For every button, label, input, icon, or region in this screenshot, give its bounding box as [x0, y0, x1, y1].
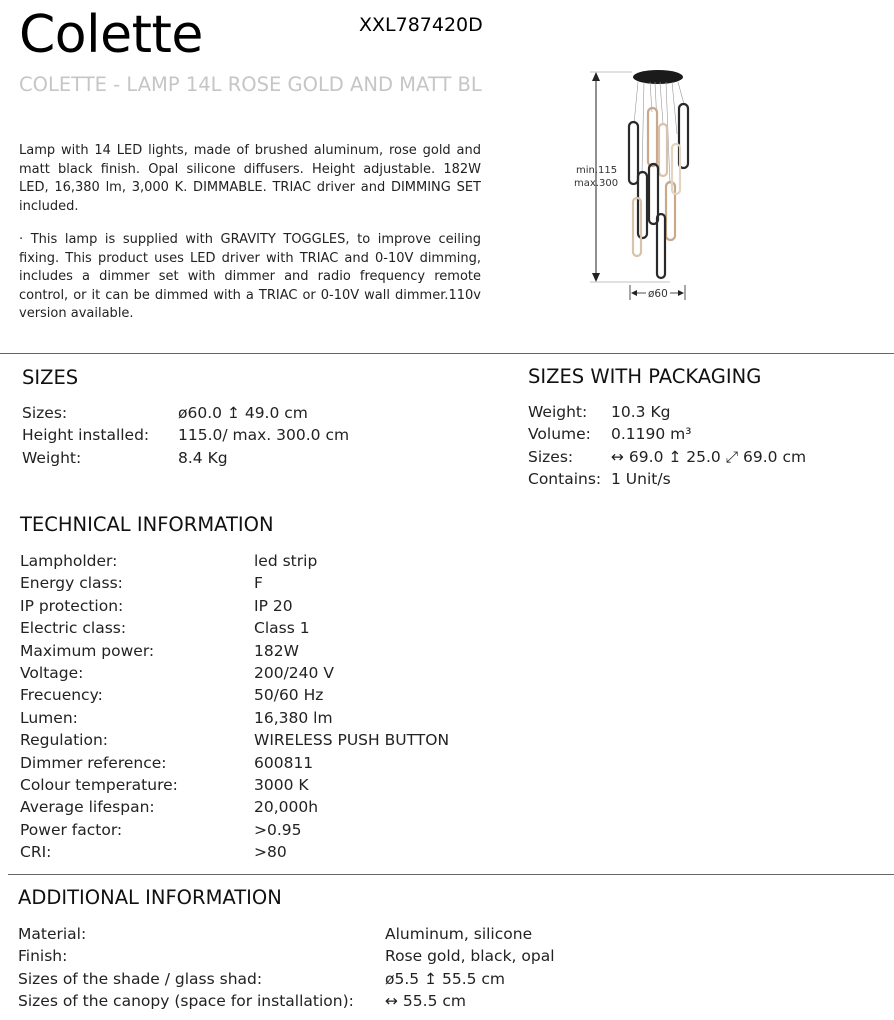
- row-value: ø60.0 ↥ 49.0 cm: [178, 404, 308, 422]
- row-label: Sizes:: [528, 447, 574, 466]
- row-value: Rose gold, black, opal: [385, 947, 555, 966]
- row-label: Height installed:: [22, 426, 150, 445]
- row-label: Sizes:: [22, 404, 68, 422]
- table-row: [22, 402, 492, 424]
- row-value: 50/60 Hz: [254, 686, 324, 705]
- row-label: Energy class:: [20, 574, 123, 593]
- product-subtitle: COLETTE - LAMP 14L ROSE GOLD AND MATT BL: [19, 73, 482, 96]
- row-value: 3000 K: [254, 775, 309, 794]
- row-value: ↔ 69.0 ↥ 25.0 ⤢ 69.0 cm: [611, 447, 807, 466]
- table-row: [20, 796, 540, 818]
- width-label: ø60: [648, 288, 668, 300]
- row-label: Frecuency:: [20, 686, 103, 705]
- description-paragraph-2: · This lamp is supplied with GRAVITY TOGGLES, to improve ceiling fixing. This product uses LED driver with TRIAC and 0-10V dimming, includes a dimmer set with dimmer and radio frequency remote control, or it can be dimmed with a TRIAC or 0-10V wall dimmer.110v version available.: [19, 232, 481, 321]
- row-label: Weight:: [528, 403, 588, 421]
- table-row: [20, 707, 540, 729]
- table-row: [20, 662, 540, 684]
- row-label: Regulation:: [20, 731, 108, 750]
- table-row: [528, 468, 888, 490]
- row-value: >0.95: [254, 820, 302, 839]
- row-label: Colour temperature:: [20, 775, 178, 794]
- height-label-min: min.115: [576, 165, 618, 176]
- row-value: ø5.5 ↥ 55.5 cm: [385, 969, 506, 988]
- row-value: led strip: [254, 552, 318, 570]
- row-value: >80: [254, 843, 287, 862]
- row-label: Lampholder:: [20, 552, 118, 570]
- table-row: [22, 447, 492, 469]
- row-label: Average lifespan:: [20, 798, 155, 817]
- row-label: Volume:: [528, 425, 591, 444]
- table-row: [20, 774, 540, 796]
- row-label: Power factor:: [20, 820, 123, 839]
- row-value: WIRELESS PUSH BUTTON: [254, 731, 450, 750]
- description-paragraph-1: Lamp with 14 LED lights, made of brushed aluminum, rose gold and matt black finish. Opal silicone diffusers. Height adjustable. 182W LED, 16,380 lm, 3,000 K. DIMMABLE. TRIAC driver and DIMMING SET included.: [19, 143, 481, 214]
- row-value: IP 20: [254, 596, 293, 615]
- table-row: [18, 990, 718, 1012]
- table-row: [20, 595, 540, 617]
- table-row: [18, 945, 718, 967]
- row-value: 8.4 Kg: [178, 448, 228, 467]
- row-value: 200/240 V: [254, 663, 334, 682]
- table-row: [528, 446, 888, 468]
- table-row: [528, 401, 888, 423]
- table-row: [18, 923, 718, 945]
- row-label: CRI:: [20, 843, 52, 862]
- row-label: Dimmer reference:: [20, 753, 167, 772]
- row-value: 16,380 lm: [254, 708, 333, 727]
- table-row: [20, 752, 540, 774]
- table-row: [20, 640, 540, 662]
- product-reference: XXL787420D: [359, 14, 483, 36]
- height-label-max: max.300: [574, 178, 619, 189]
- row-label: Finish:: [18, 947, 68, 966]
- sizes-section-title: SIZES: [22, 366, 79, 389]
- row-label: Voltage:: [20, 663, 84, 682]
- row-value: Class 1: [254, 619, 310, 638]
- row-label: IP protection:: [20, 596, 124, 615]
- additional-section-title: ADDITIONAL INFORMATION: [18, 886, 282, 909]
- row-label: Material:: [18, 925, 87, 943]
- row-value: 1 Unit/s: [611, 470, 671, 489]
- row-label: Lumen:: [20, 708, 78, 727]
- row-value: 182W: [254, 641, 299, 660]
- row-label: Electric class:: [20, 619, 127, 638]
- packaging-section-title: SIZES WITH PACKAGING: [528, 365, 762, 388]
- row-value: 20,000h: [254, 798, 319, 817]
- table-row: [20, 617, 540, 639]
- lamp-dimension-drawing: [560, 64, 710, 304]
- row-value: F: [254, 574, 263, 593]
- table-row: [20, 841, 540, 863]
- row-value: 115.0/ max. 300.0 cm: [178, 426, 350, 445]
- technical-table: [20, 550, 540, 863]
- technical-section-title: TECHNICAL INFORMATION: [20, 513, 274, 536]
- section-divider: [8, 874, 894, 875]
- row-value: 600811: [254, 753, 314, 772]
- section-divider: [0, 353, 894, 354]
- row-label: Weight:: [22, 448, 82, 467]
- table-row: [20, 819, 540, 841]
- table-row: [22, 424, 492, 446]
- packaging-table: [528, 401, 888, 491]
- table-row: [20, 729, 540, 751]
- row-value: Aluminum, silicone: [385, 925, 533, 943]
- row-label: Sizes of the canopy (space for installation):: [18, 992, 354, 1011]
- table-row: [18, 968, 718, 990]
- row-label: Contains:: [528, 470, 602, 489]
- table-row: [528, 423, 888, 445]
- row-value: ↔ 55.5 cm: [385, 992, 466, 1011]
- row-label: Maximum power:: [20, 641, 155, 660]
- additional-table: [18, 923, 718, 1013]
- sizes-table: [22, 402, 492, 469]
- table-row: [20, 572, 540, 594]
- table-row: [20, 550, 540, 572]
- row-label: Sizes of the shade / glass shad:: [18, 969, 263, 988]
- row-value: 10.3 Kg: [611, 403, 671, 421]
- table-row: [20, 684, 540, 706]
- row-value: 0.1190 m³: [611, 425, 692, 444]
- product-title: Colette: [19, 5, 203, 65]
